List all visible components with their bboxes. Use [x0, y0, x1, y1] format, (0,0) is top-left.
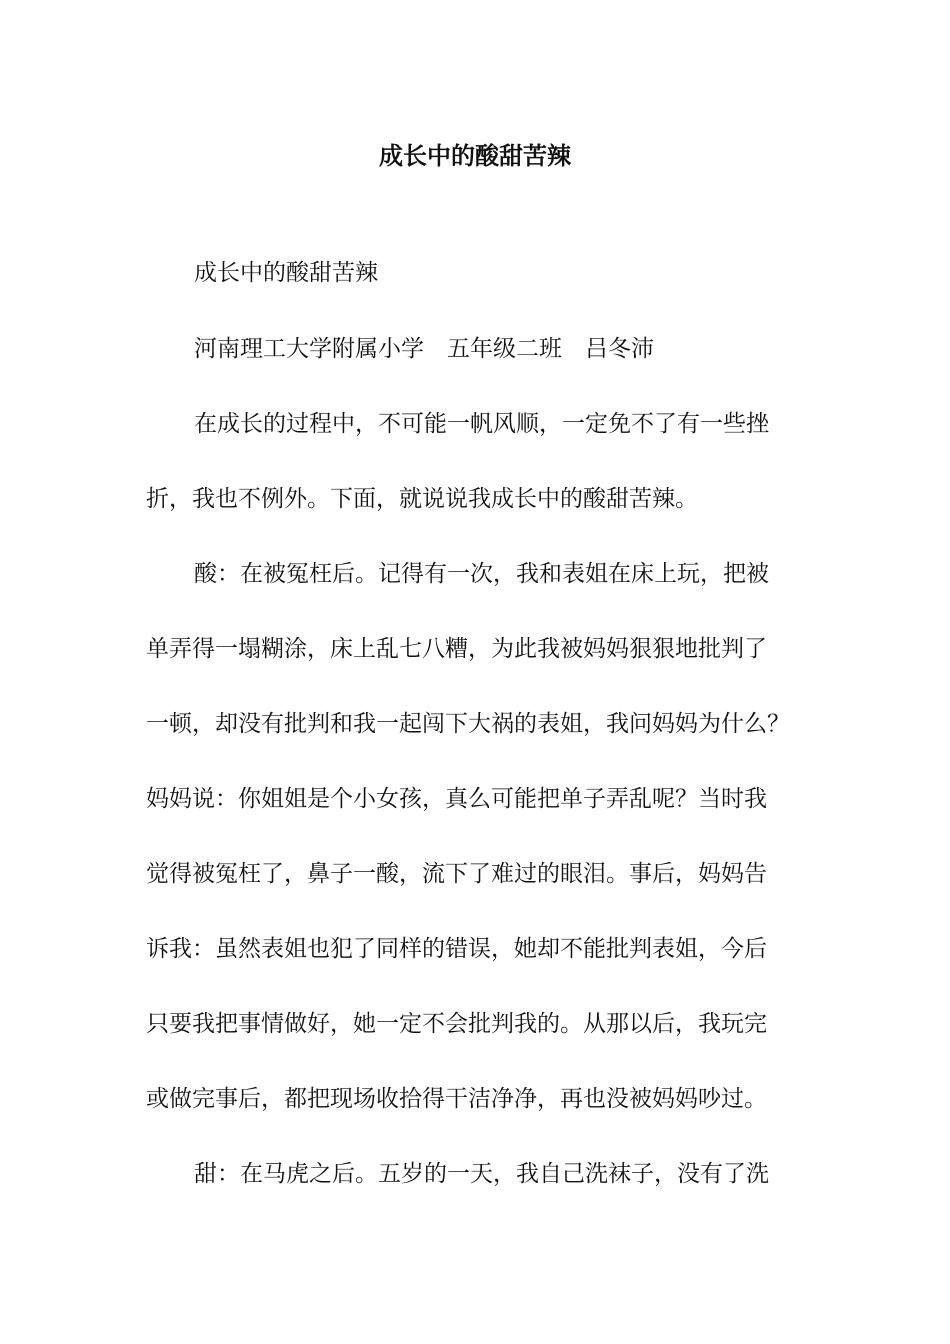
paragraph-line: 酸：在被冤枉后。记得有一次，我和表姐在床上玩，把被 [194, 561, 769, 587]
subtitle: 成长中的酸甜苦辣 [194, 260, 378, 286]
paragraph-line: 一顿，却没有批判和我一起闯下大祸的表姐，我问妈妈为什么？ [146, 711, 790, 737]
paragraph-line: 觉得被冤枉了，鼻子一酸，流下了难过的眼泪。事后，妈妈告 [146, 861, 767, 887]
document-title: 成长中的酸甜苦辣 [379, 141, 571, 170]
paragraph-line: 诉我：虽然表姐也犯了同样的错误，她却不能批判表姐，今后 [146, 936, 767, 962]
paragraph-line: 在成长的过程中，不可能一帆风顺，一定免不了有一些挫 [194, 411, 769, 437]
paragraph-line: 单弄得一塌糊涂，床上乱七八糟，为此我被妈妈狠狠地批判了 [146, 636, 767, 662]
paragraph-line: 妈妈说：你姐姐是个小女孩，真么可能把单子弄乱呢？当时我 [146, 786, 767, 812]
paragraph-line: 甜：在马虎之后。五岁的一天，我自己洗袜子，没有了洗 [194, 1161, 769, 1187]
paragraph-line: 或做完事后，都把现场收拾得干洁净净，再也没被妈妈吵过。 [146, 1086, 767, 1112]
author-line: 河南理工大学附属小学 五年级二班 吕冬沛 [194, 336, 654, 362]
paragraph-line: 折，我也不例外。下面，就说说我成长中的酸甜苦辣。 [146, 486, 698, 512]
paragraph-line: 只要我把事情做好，她一定不会批判我的。从那以后，我玩完 [146, 1011, 767, 1037]
